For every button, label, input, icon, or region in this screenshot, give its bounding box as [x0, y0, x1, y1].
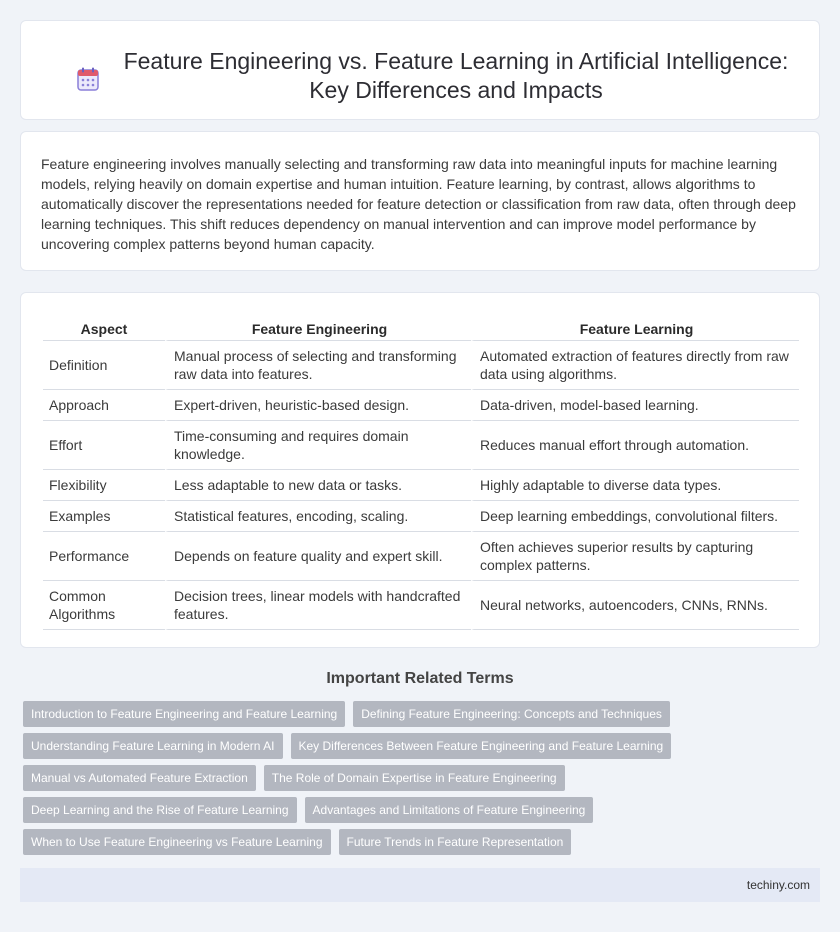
calendar-icon: [77, 67, 99, 91]
feature-learning-cell: Automated extraction of features directly from raw data using algorithms.: [471, 341, 799, 390]
tag-row: [23, 765, 813, 791]
table-row: [43, 532, 799, 581]
feature-learning-cell: Often achieves superior results by capturing complex patterns.: [471, 532, 799, 581]
comparison-card: [20, 292, 820, 648]
table-row: [43, 390, 799, 421]
feature-learning-cell: Deep learning embeddings, convolutional filters.: [471, 501, 799, 532]
feature-engineering-cell: Time-consuming and requires domain knowledge.: [165, 421, 471, 470]
table-row: [43, 501, 799, 532]
related-term-link[interactable]: Manual vs Automated Feature Extraction: [23, 765, 256, 791]
feature-learning-cell: Neural networks, autoencoders, CNNs, RNNs.: [471, 581, 799, 630]
feature-learning-cell: Highly adaptable to diverse data types.: [471, 470, 799, 501]
feature-learning-cell: Data-driven, model-based learning.: [471, 390, 799, 421]
aspect-cell: Flexibility: [43, 470, 165, 501]
tag-row: [23, 701, 813, 727]
aspect-cell: Effort: [43, 421, 165, 470]
comparison-table: [43, 315, 799, 630]
feature-engineering-cell: Less adaptable to new data or tasks.: [165, 470, 471, 501]
feature-engineering-cell: Manual process of selecting and transforming raw data into features.: [165, 341, 471, 390]
related-terms-heading: Important Related Terms: [326, 670, 514, 687]
tag-row: [23, 733, 813, 759]
tag-row: [23, 797, 813, 823]
header-feature-engineering: Feature Engineering: [165, 315, 471, 341]
related-term-link[interactable]: Advantages and Limitations of Feature Engineering: [305, 797, 594, 823]
related-term-link[interactable]: Understanding Feature Learning in Modern AI: [23, 733, 283, 759]
table-row: [43, 421, 799, 470]
footer: [20, 868, 820, 902]
title-card: [20, 20, 820, 120]
aspect-cell: Examples: [43, 501, 165, 532]
aspect-cell: Performance: [43, 532, 165, 581]
related-term-link[interactable]: When to Use Feature Engineering vs Feature Learning: [23, 829, 331, 855]
table-header-row: [43, 315, 799, 341]
table-row: [43, 341, 799, 390]
feature-engineering-cell: Statistical features, encoding, scaling.: [165, 501, 471, 532]
tag-row: [23, 829, 813, 855]
aspect-cell: Common Algorithms: [43, 581, 165, 630]
feature-engineering-cell: Decision trees, linear models with handcrafted features.: [165, 581, 471, 630]
footer-site-link[interactable]: techiny.com: [746, 878, 810, 892]
related-terms-list: [23, 701, 813, 861]
related-term-link[interactable]: Future Trends in Feature Representation: [339, 829, 572, 855]
page-title: Feature Engineering vs. Feature Learning in Artificial Intelligence: Key Differences and Impacts: [123, 48, 789, 103]
related-term-link[interactable]: Introduction to Feature Engineering and Feature Learning: [23, 701, 345, 727]
table-row: [43, 581, 799, 630]
related-term-link[interactable]: The Role of Domain Expertise in Feature Engineering: [264, 765, 565, 791]
table-row: [43, 470, 799, 501]
related-term-link[interactable]: Key Differences Between Feature Engineering and Feature Learning: [291, 733, 672, 759]
related-term-link[interactable]: Deep Learning and the Rise of Feature Learning: [23, 797, 297, 823]
aspect-cell: Definition: [43, 341, 165, 390]
related-term-link[interactable]: Defining Feature Engineering: Concepts and Techniques: [353, 701, 670, 727]
feature-learning-cell: Reduces manual effort through automation.: [471, 421, 799, 470]
feature-engineering-cell: Expert-driven, heuristic-based design.: [165, 390, 471, 421]
intro-card: [20, 131, 820, 271]
header-feature-learning: Feature Learning: [471, 315, 799, 341]
intro-paragraph: Feature engineering involves manually selecting and transforming raw data into meaningful inputs for machine learning models, relying heavily on domain expertise and human intuition. Feature learning, by contrast, allows algorithms to automatically discover the representations needed for feature detection or classification from raw data, often through deep learning techniques. This shift reduces dependency on manual intervention and can improve model performance by uncovering complex patterns beyond human capacity.: [41, 156, 796, 252]
aspect-cell: Approach: [43, 390, 165, 421]
header-aspect: Aspect: [43, 315, 165, 341]
feature-engineering-cell: Depends on feature quality and expert skill.: [165, 532, 471, 581]
